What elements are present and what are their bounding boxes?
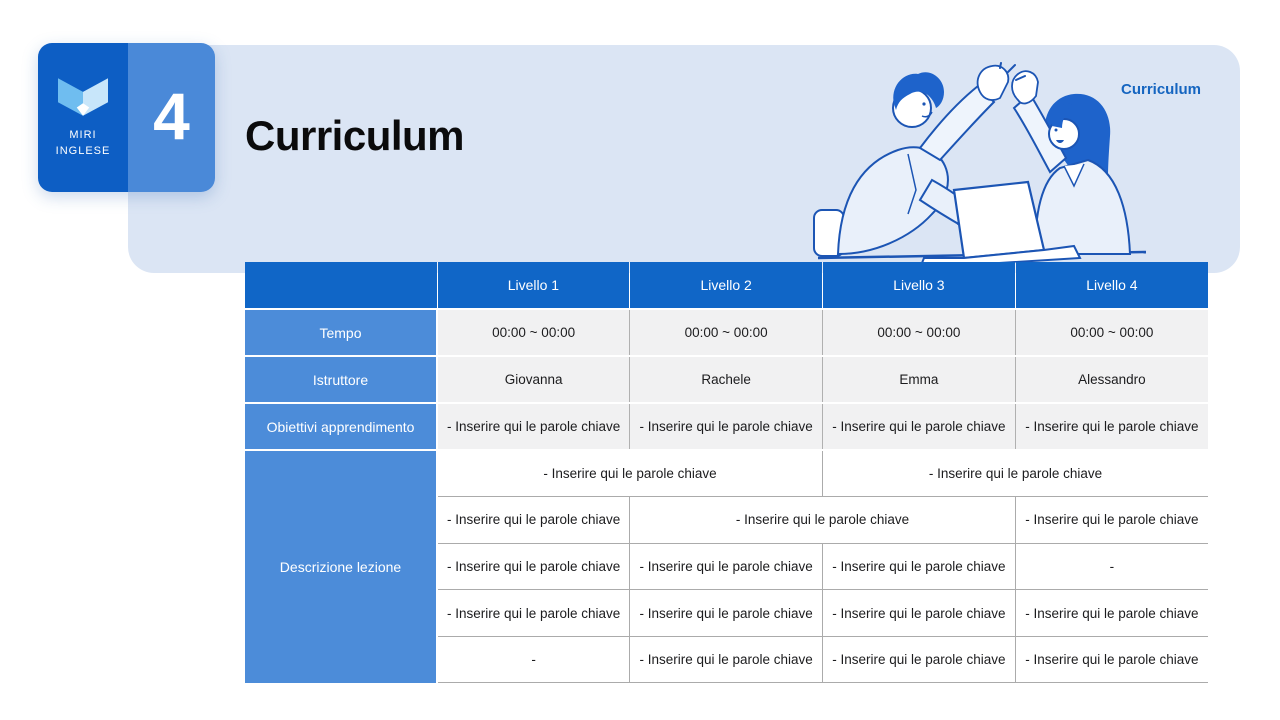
- table-cell: 00:00 ~ 00:00: [1015, 309, 1208, 356]
- table-cell: - Inserire qui le parole chiave: [1015, 590, 1208, 637]
- high-five-illustration-icon: [812, 62, 1152, 272]
- miri-logo-icon: [58, 76, 108, 121]
- table-cell: - Inserire qui le parole chiave: [823, 636, 1016, 683]
- table-cell: Emma: [823, 356, 1016, 403]
- row-header-cell: Descrizione lezione: [245, 450, 437, 683]
- table-cell: - Inserire qui le parole chiave: [437, 403, 630, 450]
- table-corner-cell: [245, 262, 437, 309]
- table-cell: - Inserire qui le parole chiave: [630, 403, 823, 450]
- corner-section-label: Curriculum: [1120, 81, 1201, 98]
- brand-name: [56, 128, 111, 160]
- table-cell: - Inserire qui le parole chiave: [437, 497, 630, 544]
- table-cell: - Inserire qui le parole chiave: [823, 590, 1016, 637]
- table-header-row: [245, 262, 1208, 309]
- table-cell: - Inserire qui le parole chiave: [630, 543, 823, 590]
- slide-number: 4: [153, 78, 190, 153]
- table-cell: Alessandro: [1015, 356, 1208, 403]
- row-header-cell: Istruttore: [245, 356, 437, 403]
- table-cell: 00:00 ~ 00:00: [823, 309, 1016, 356]
- table-row: [245, 309, 1208, 356]
- curriculum-table: [245, 262, 1208, 683]
- brand-line-2: INGLESE: [55, 144, 111, 157]
- table-cell: - Inserire qui le parole chiave: [1015, 497, 1208, 544]
- column-header-cell: Livello 2: [630, 262, 823, 309]
- table-row: [245, 403, 1208, 450]
- table-cell: Rachele: [630, 356, 823, 403]
- page-title: Curriculum: [245, 112, 465, 160]
- table-cell: - Inserire qui le parole chiave: [437, 590, 630, 637]
- table-cell: Giovanna: [437, 356, 630, 403]
- table-row: [245, 356, 1208, 403]
- table-cell: - Inserire qui le parole chiave: [630, 636, 823, 683]
- slide-number-block: [128, 43, 215, 192]
- table-cell: 00:00 ~ 00:00: [630, 309, 823, 356]
- column-header-cell: Livello 1: [437, 262, 630, 309]
- row-header-cell: Obiettivi apprendimento: [245, 403, 437, 450]
- table-cell: -: [1015, 543, 1208, 590]
- row-header-cell: Tempo: [245, 309, 437, 356]
- table-cell: - Inserire qui le parole chiave: [630, 497, 1016, 544]
- table-cell: - Inserire qui le parole chiave: [1015, 403, 1208, 450]
- table-cell: - Inserire qui le parole chiave: [823, 450, 1209, 497]
- table-row: [245, 450, 1208, 497]
- table-cell: - Inserire qui le parole chiave: [1015, 636, 1208, 683]
- brand-line-1: MIRI: [69, 128, 97, 141]
- table-cell: - Inserire qui le parole chiave: [823, 543, 1016, 590]
- brand-logo-block: [38, 43, 128, 192]
- table-cell: 00:00 ~ 00:00: [437, 309, 630, 356]
- brand-badge: [38, 43, 215, 192]
- table-cell: - Inserire qui le parole chiave: [823, 403, 1016, 450]
- column-header-cell: Livello 3: [823, 262, 1016, 309]
- table-cell: - Inserire qui le parole chiave: [437, 450, 823, 497]
- table-cell: -: [437, 636, 630, 683]
- column-header-cell: Livello 4: [1015, 262, 1208, 309]
- table-cell: - Inserire qui le parole chiave: [437, 543, 630, 590]
- table-cell: - Inserire qui le parole chiave: [630, 590, 823, 637]
